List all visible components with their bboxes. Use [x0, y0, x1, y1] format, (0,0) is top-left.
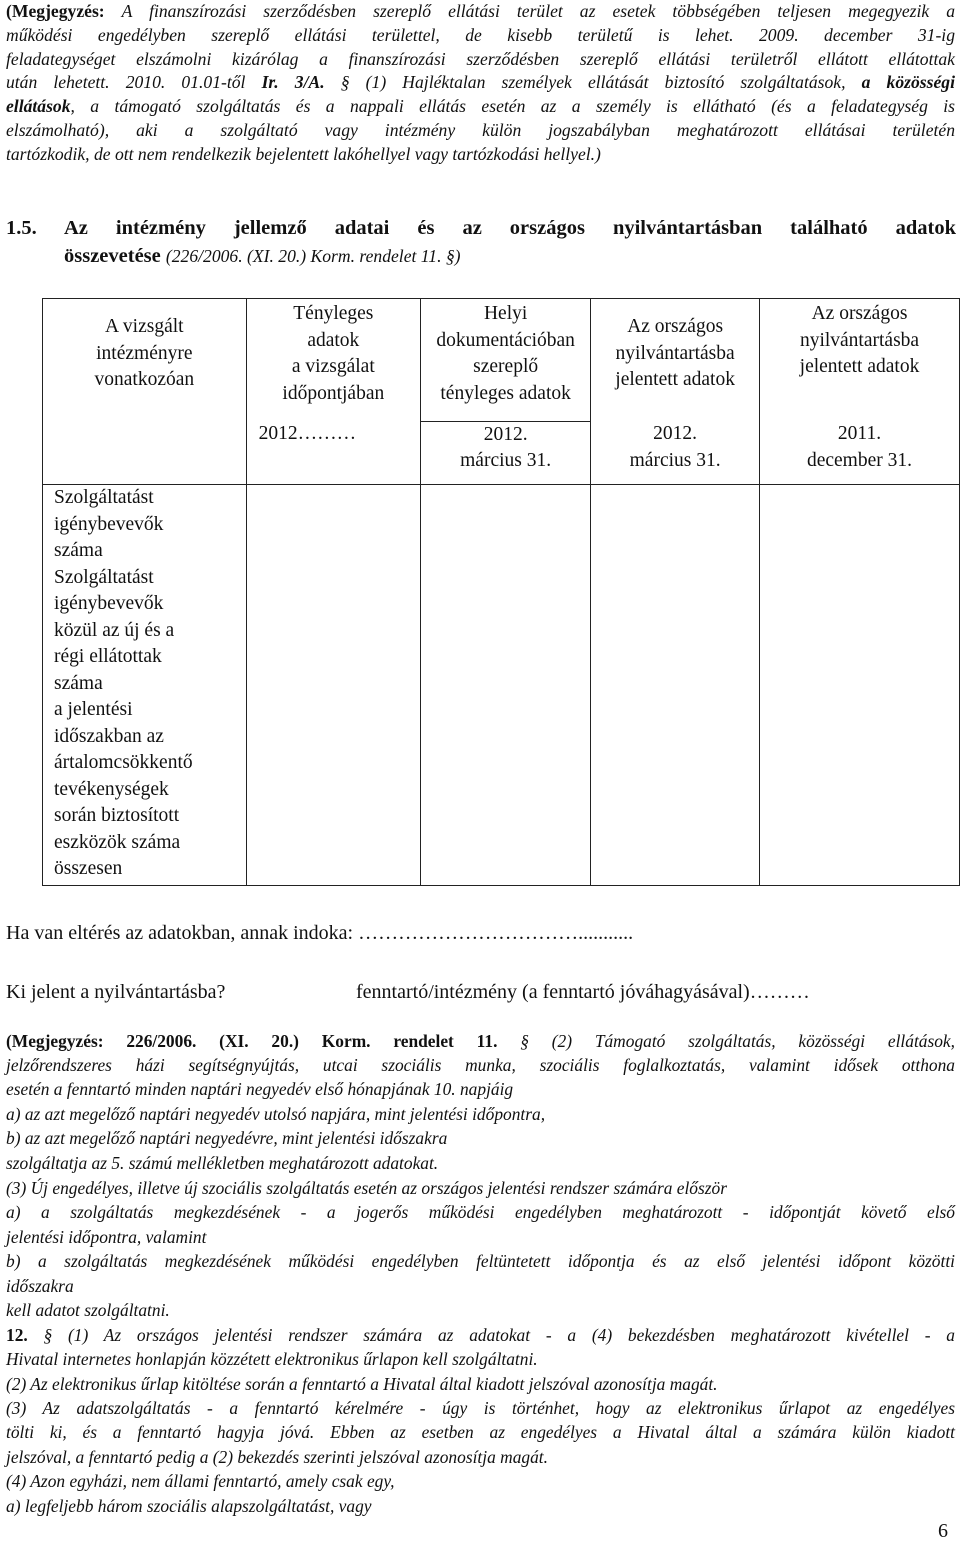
top-note-line-7: tartózkodik, de ott nem rendelkezik bejelentett lakóhellyel vagy tartózkodási hellyel.)	[6, 143, 601, 164]
bottom-note-line-11: időszakra	[6, 1276, 74, 1296]
bottom-note-line-12: kell adatot szolgáltatni.	[6, 1300, 170, 1320]
bottom-note-line-20: a) legfeljebb három szociális alapszolgáltatást, vagy	[6, 1496, 372, 1516]
section-number: 1.5.	[6, 217, 37, 239]
top-note-line-1: (Megjegyzés: A finanszírozási szerződésben szereplő ellátási terület az esetek többségében teljesen megegyezik a	[6, 1, 955, 21]
bottom-note-line-3: esetén a fenntartó minden naptári negyedév első hónapjának 10. napjáig	[6, 1079, 514, 1099]
bottom-note-line-18: jelszóval, a fenntartó pedig a (2) bekezdés szerinti jelszóval azonosítja magát.	[6, 1447, 548, 1467]
bottom-note-line-9: jelentési időpontra, valamint	[6, 1227, 207, 1247]
table-header-row	[43, 299, 960, 422]
bottom-note-line-16: (3) Az adatszolgáltatás - a fenntartó kérelmére - úgy is történhet, hogy az elektronikus űrlapot az engedélyes	[6, 1398, 955, 1418]
cell-national-2011-values[interactable]	[760, 485, 960, 886]
bottom-note-line-14: Hivatal internetes honlapján közzétett elektronikus űrlapon kell szolgáltatni.	[6, 1349, 538, 1369]
page-number: 6	[938, 1520, 948, 1542]
bottom-note-line-10: b) a szolgáltatás megkezdésének működési engedélyben feltüntetett időpontja és az első jelentési időpont közötti	[6, 1251, 955, 1271]
reporter-label: Ki jelent a nyilvántartásba?	[6, 981, 226, 1003]
bottom-note-line-4: a) az azt megelőző naptári negyedév utolsó napjára, mint jelentési időpontra,	[6, 1104, 546, 1124]
header-local-docs: Helyi dokumentációban szereplő tényleges adatok	[421, 299, 591, 422]
difference-field	[6, 922, 633, 945]
row-label-new-old: Szolgáltatást igénybevevők közül az új és a régi ellátottak száma	[43, 565, 247, 698]
row-label-harm-reduction: a jelentési időszakban az ártalomcsökkentő tevékenységek során biztosított eszközök száma összesen	[43, 697, 247, 885]
bottom-note-line-13: 12. § (1) Az országos jelentési rendszer számára az adatokat - a (4) bekezdésben meghatározott kivétellel - a	[6, 1325, 955, 1345]
difference-label: Ha van eltérés az adatokban, annak indoka:	[6, 922, 354, 944]
date-national-2012: 2012. március 31.	[591, 421, 760, 484]
difference-input[interactable]: ……………………………...........	[358, 922, 634, 944]
header-national-2011: Az országos nyilvántartásba jelentett adatok	[760, 299, 960, 422]
top-note-line-5: ellátások, a támogató szolgáltatás és a nappali ellátás esetén az a személy is ellátható (és a feladategység is	[6, 96, 955, 117]
date-actual: 2012………	[246, 421, 420, 484]
bottom-note-line-2: jelzőrendszeres házi segítségnyújtás, utcai szociális munka, szociális foglalkoztatás, valamint idősek otthona	[6, 1055, 955, 1075]
bottom-note-line-7: (3) Új engedélyes, illetve új szociális szolgáltatás esetén az országos jelentési rendszer számára először	[6, 1178, 727, 1198]
date-local: 2012. március 31.	[421, 421, 591, 484]
top-note	[6, 0, 955, 167]
bottom-note-line-15: (2) Az elektronikus űrlap kitöltése során a fenntartó a Hivatal által kiadott jelszóval azonosítja magát.	[6, 1374, 718, 1394]
header-actual-data: Tényleges adatok a vizsgálat időpontjában	[246, 299, 420, 422]
cell-national-2012-values[interactable]	[591, 485, 760, 886]
date-national-2011: 2011. december 31.	[760, 421, 960, 484]
section-title-line-1: Az intézmény jellemző adatai és az országos nyilvántartásban található adatok	[64, 217, 956, 239]
section-reference: (226/2006. (XI. 20.) Korm. rendelet 11. §)	[165, 246, 461, 266]
top-note-line-2: működési engedélyben szereplő ellátási területtel, de kisebb területű is lehet. 2009. december 31-ig	[6, 24, 955, 45]
bottom-note-line-8: a) a szolgáltatás megkezdésének - a jogerős működési engedélyben meghatározott - időpontját követő első	[6, 1202, 955, 1222]
header-institution: A vizsgált intézményre vonatkozóan	[43, 299, 247, 485]
comparison-table	[42, 298, 960, 886]
top-note-line-4: után lehetett. 2010. 01.01-től Ir. 3/A. § (1) Hajléktalan személyek ellátását biztosító szolgáltatások, a közösségi	[6, 72, 955, 93]
cell-local-values[interactable]	[421, 485, 591, 886]
table-row	[43, 485, 960, 565]
bottom-note-line-1: (Megjegyzés: 226/2006. (XI. 20.) Korm. rendelet 11. § (2) Támogató szolgáltatás, közösségi ellátások,	[6, 1031, 955, 1051]
bottom-note-line-5: b) az azt megelőző naptári negyedévre, mint jelentési időszakra	[6, 1128, 448, 1148]
top-note-line-6: elszámolható), aki a szolgáltató vagy intézmény külön jogszabályban meghatározott ellátásai területén	[6, 119, 955, 140]
bottom-note-line-17: tölti ki, és a fenntartó hagyja jóvá. Ebben az esetben az engedélyes a Hivatal által a számára külön kiadott	[6, 1422, 955, 1442]
note-label: (Megjegyzés:	[6, 1, 105, 21]
section-title-line-2: összevetése	[64, 245, 161, 267]
row-label-users: Szolgáltatást igénybevevők száma	[43, 485, 247, 565]
bottom-note-line-6: szolgáltatja az 5. számú mellékletben meghatározott adatokat.	[6, 1153, 439, 1173]
reporter-field	[6, 981, 956, 1004]
top-note-line-3: feladategységet elszámolni kizárólag a finanszírozási szerződésben szereplő ellátási területről ellátott ellátottak	[6, 48, 955, 69]
cell-actual-values[interactable]	[246, 485, 420, 886]
reporter-value[interactable]: fenntartó/intézmény (a fenntartó jóváhagyásával)………	[356, 981, 810, 1003]
bottom-note-line-19: (4) Azon egyházi, nem állami fenntartó, amely csak egy,	[6, 1471, 395, 1491]
section-heading	[6, 214, 956, 270]
header-national-2012: Az országos nyilvántartásba jelentett adatok	[591, 299, 760, 422]
